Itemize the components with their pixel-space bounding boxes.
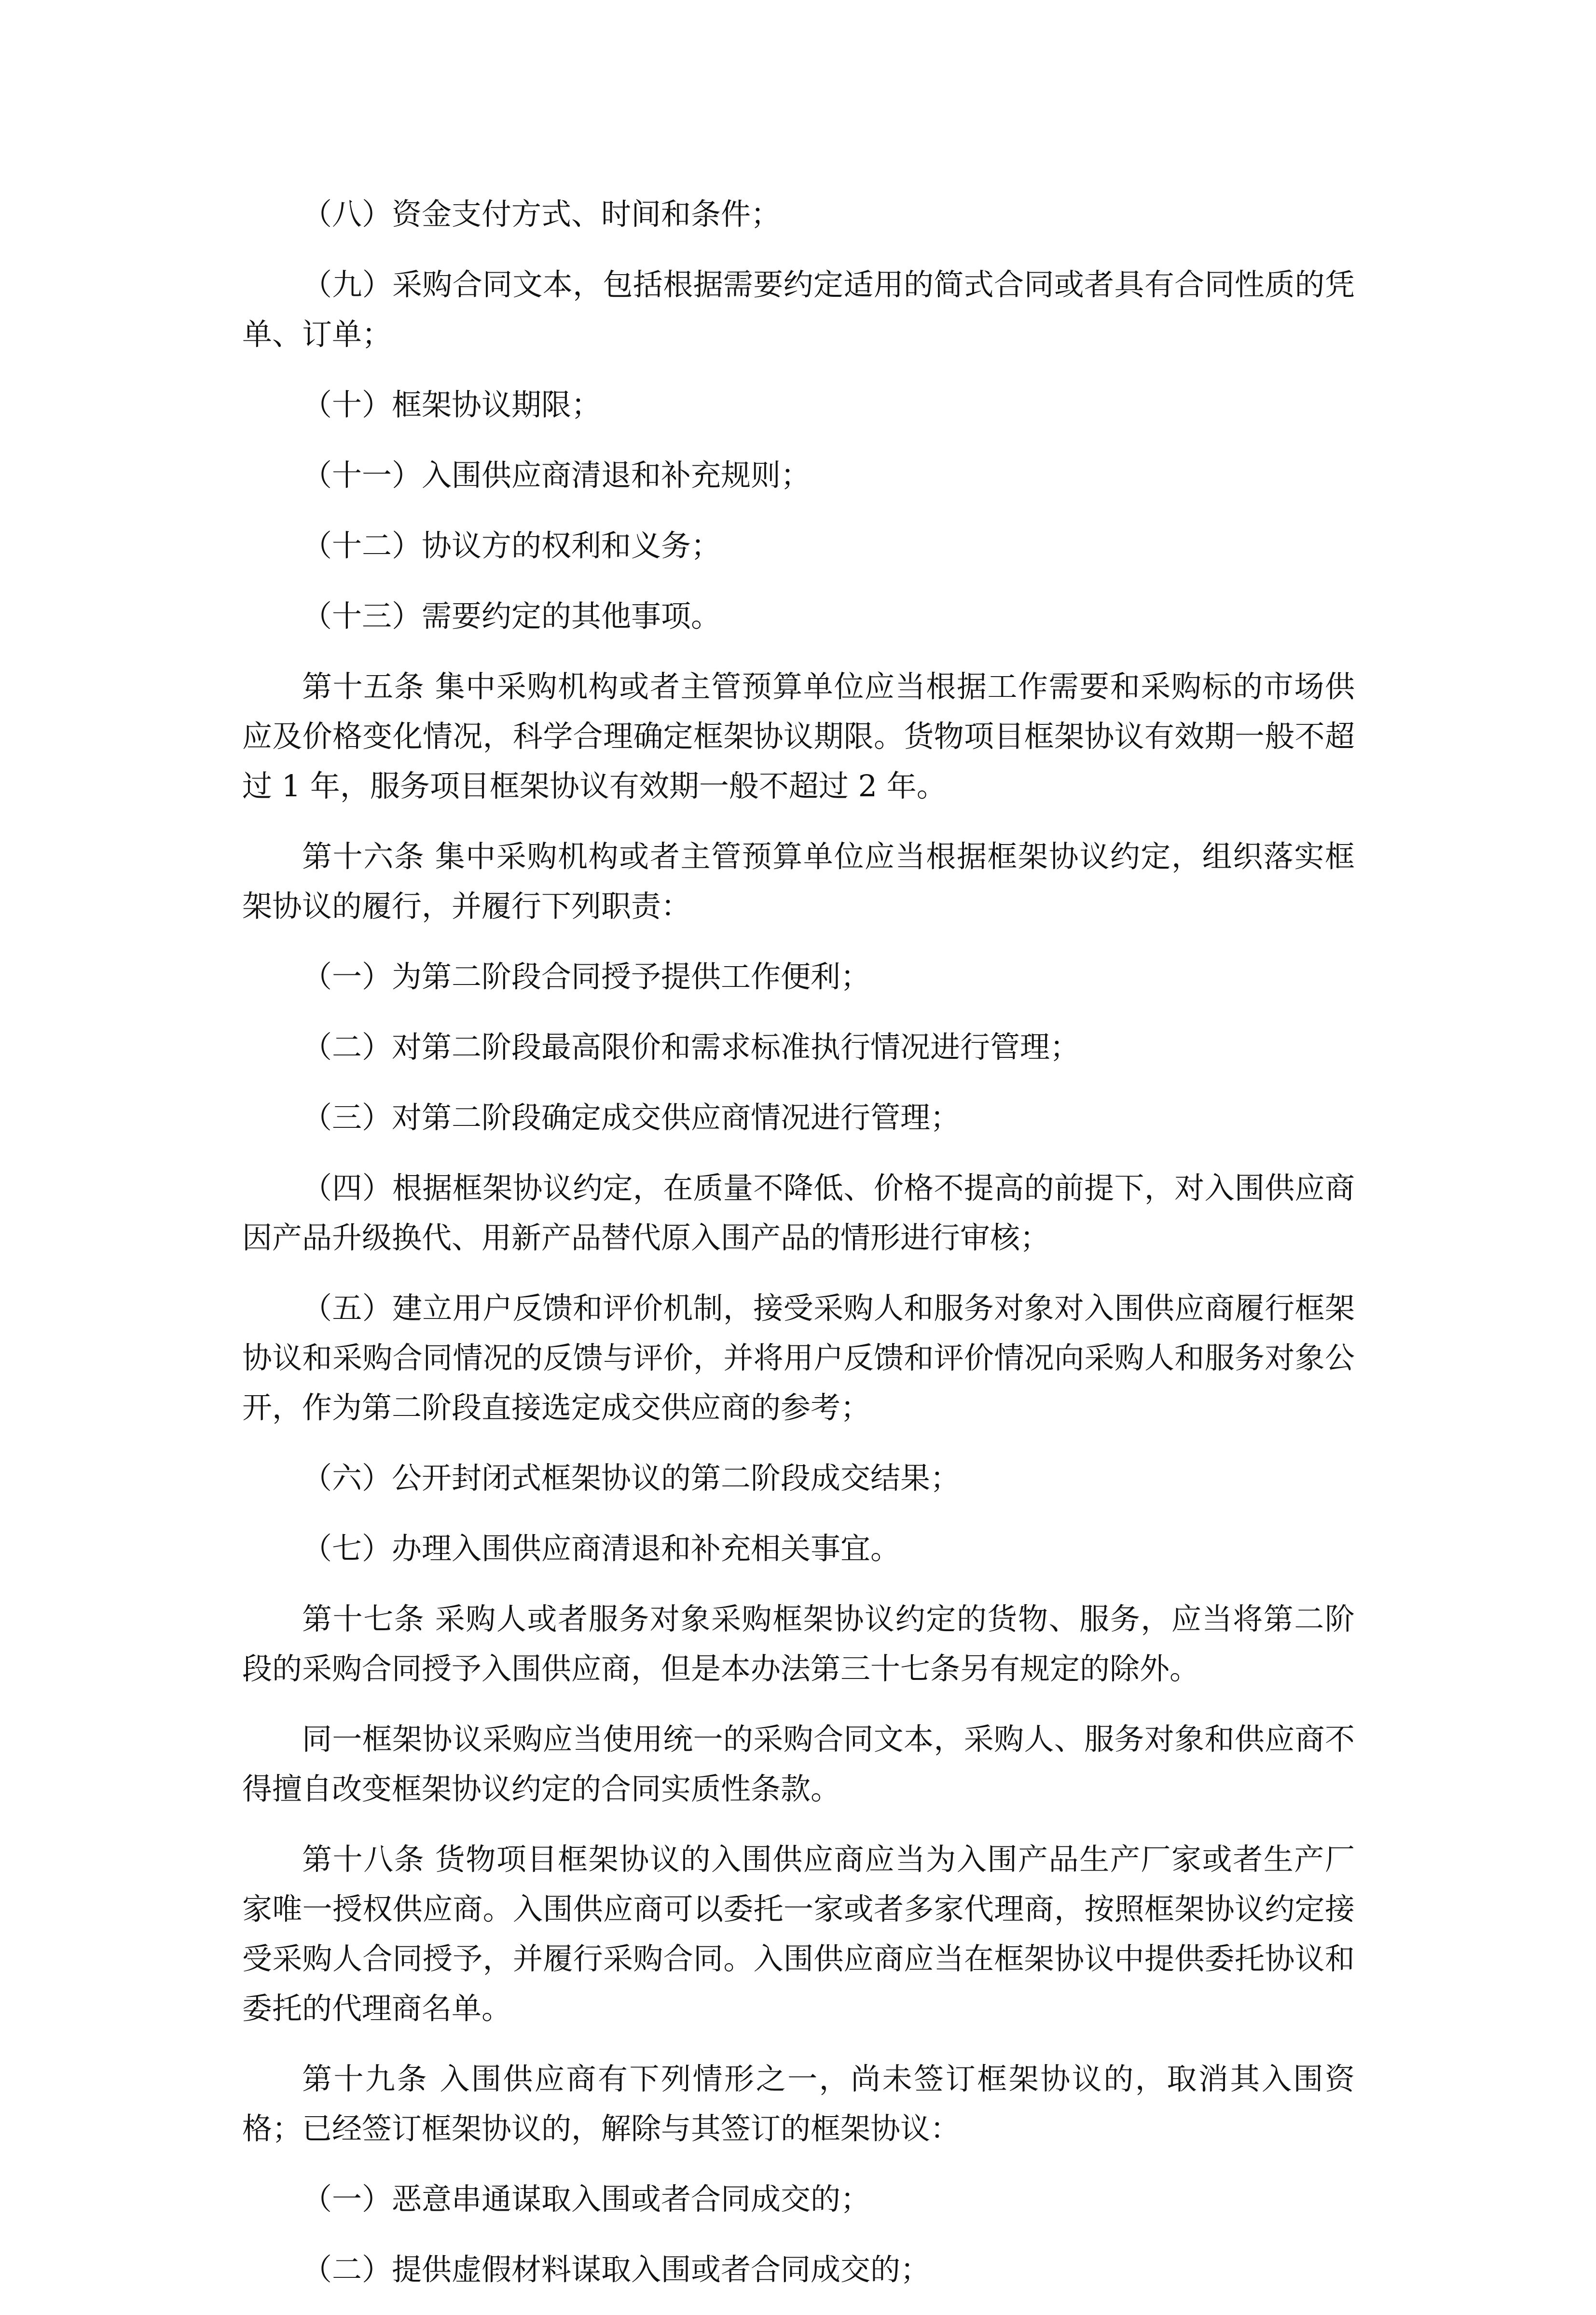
article-19: 第十九条 入围供应商有下列情形之一，尚未签订框架协议的，取消其入围资格；已经签订框架协议的，解除与其签订的框架协议： <box>242 2061 1355 2146</box>
article-17-paragraph-2: 同一框架协议采购应当使用统一的采购合同文本，采购人、服务对象和供应商不得擅自改变框架协议约定的合同实质性条款。 <box>242 1721 1355 1806</box>
article-19-item-1: （一）恶意串通谋取入围或者合同成交的； <box>302 2181 871 2217</box>
article-16-item-3: （三）对第二阶段确定成交供应商情况进行管理； <box>302 1100 961 1135</box>
item-13-other-matters: （十三）需要约定的其他事项。 <box>302 598 721 634</box>
article-16-item-7: （七）办理入围供应商清退和补充相关事宜。 <box>302 1531 901 1566</box>
item-8-payment-terms: （八）资金支付方式、时间和条件； <box>302 196 781 232</box>
document-page <box>242 189 1355 2315</box>
article-15: 第十五条 集中采购机构或者主管预算单位应当根据工作需要和采购标的市场供应及价格变化情况，科学合理确定框架协议期限。货物项目框架协议有效期一般不超过 1 年，服务项目框架协议有效期一般不超过 2 年。 <box>242 669 1355 804</box>
article-16-item-1: （一）为第二阶段合同授予提供工作便利； <box>302 959 871 994</box>
article-16-item-4: （四）根据框架协议约定，在质量不降低、价格不提高的前提下，对入围供应商因产品升级换代、用新产品替代原入围产品的情形进行审核； <box>242 1170 1355 1255</box>
item-11-supplier-rules: （十一）入围供应商清退和补充规则； <box>302 457 811 493</box>
item-10-agreement-term: （十）框架协议期限； <box>302 387 602 422</box>
article-16-item-5: （五）建立用户反馈和评价机制，接受采购人和服务对象对入围供应商履行框架协议和采购合同情况的反馈与评价，并将用户反馈和评价情况向采购人和服务对象公开，作为第二阶段直接选定成交供应商的参考； <box>242 1290 1355 1425</box>
item-9-contract-text: （九）采购合同文本，包括根据需要约定适用的简式合同或者具有合同性质的凭单、订单； <box>242 267 1355 352</box>
item-12-rights-obligations: （十二）协议方的权利和义务； <box>302 528 721 563</box>
article-16-item-2: （二）对第二阶段最高限价和需求标准执行情况进行管理； <box>302 1029 1080 1065</box>
article-17: 第十七条 采购人或者服务对象采购框架协议约定的货物、服务，应当将第二阶段的采购合同授予入围供应商，但是本办法第三十七条另有规定的除外。 <box>242 1601 1355 1686</box>
article-16-item-6: （六）公开封闭式框架协议的第二阶段成交结果； <box>302 1460 961 1496</box>
article-18: 第十八条 货物项目框架协议的入围供应商应当为入围产品生产厂家或者生产厂家唯一授权供应商。入围供应商可以委托一家或者多家代理商，按照框架协议约定接受采购人合同授予，并履行采购合同。入围供应商应当在框架协议中提供委托协议和委托的代理商名单。 <box>242 1842 1355 2026</box>
article-16: 第十六条 集中采购机构或者主管预算单位应当根据框架协议约定，组织落实框架协议的履行，并履行下列职责： <box>242 839 1355 924</box>
article-19-item-2: （二）提供虚假材料谋取入围或者合同成交的； <box>302 2252 931 2287</box>
